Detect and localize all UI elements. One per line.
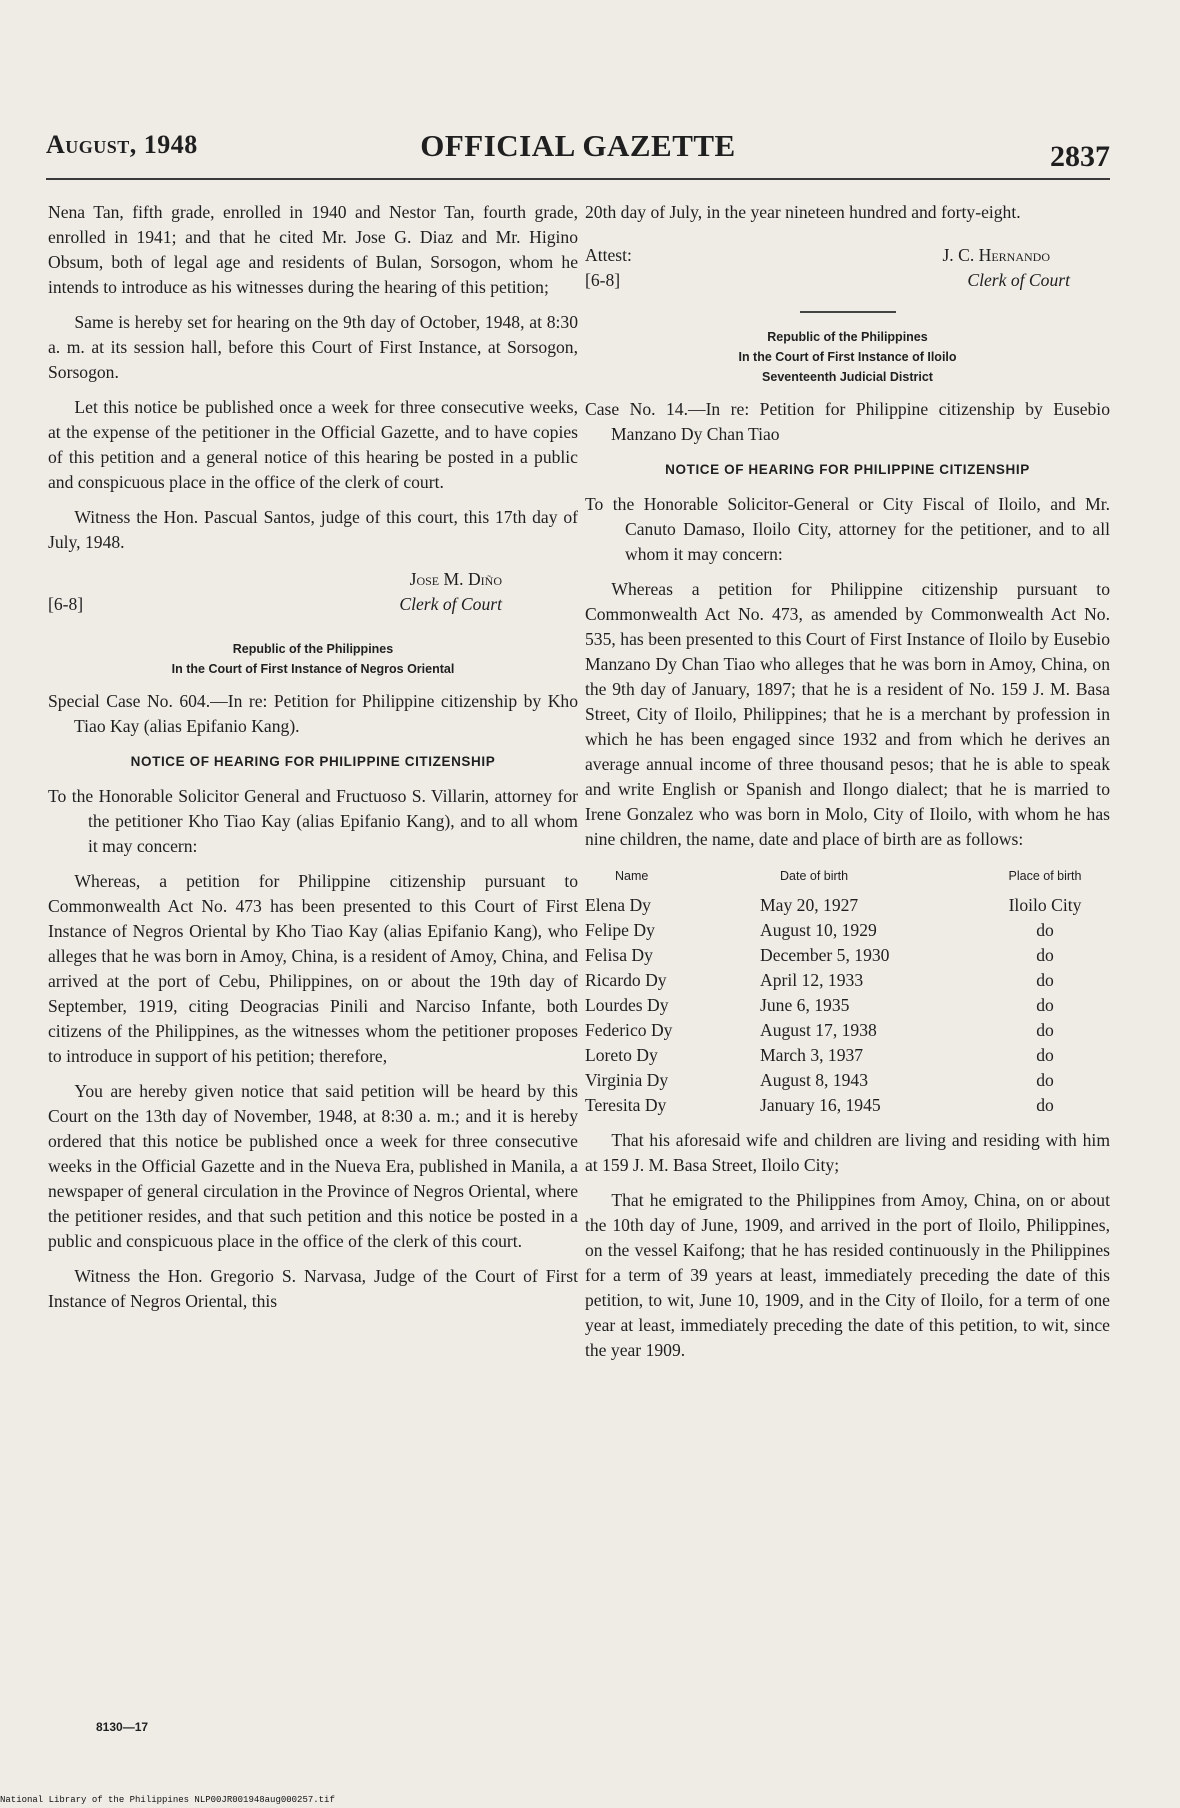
child-birth-place: do	[1036, 1070, 1054, 1090]
issue-month: August, 1948	[46, 130, 198, 159]
table-row	[585, 893, 1110, 918]
table-row	[585, 1068, 1110, 1093]
paragraph: 20th day of July, in the year nineteen hundred and forty-eight.	[585, 202, 1021, 222]
child-name: Ricardo Dy	[585, 970, 667, 990]
paragraph: Witness the Hon. Pascual Santos, judge of this court, this 17th day of July, 1948.	[48, 507, 578, 552]
signatory-title: Clerk of Court	[967, 270, 1070, 290]
child-name: Loreto Dy	[585, 1045, 658, 1065]
children-table	[585, 862, 1110, 1118]
table-row	[585, 1043, 1110, 1068]
court-line: Republic of the Philippines	[767, 330, 928, 344]
child-birth-date: January 16, 1945	[760, 1095, 881, 1115]
table-row	[585, 993, 1110, 1018]
child-birth-date: August 17, 1938	[760, 1020, 877, 1040]
publication-code: [6-8]	[48, 594, 84, 614]
paragraph: That his aforesaid wife and children are living and residing with him at 159 J. M. Basa Street, Iloilo City;	[585, 1130, 1110, 1175]
signatory-name: Jose M. Diño	[409, 569, 502, 589]
column-header: Place of birth	[1008, 869, 1082, 883]
child-birth-date: August 10, 1929	[760, 920, 877, 940]
child-birth-date: April 12, 1933	[760, 970, 864, 990]
paragraph: Whereas, a petition for Philippine citizenship pursuant to Commonwealth Act No. 473 has been presented to this Court of First Instance of Negros Oriental by Kho Tiao Kay (alias Epifanio Kang), who alleges that he was born in Amoy, China, is a resident of Amoy, China, and arrived at the port of Cebu, Philippines, on or about the 19th day of September, 1919, citing Deogracias Pinili and Narciso Infante, both citizens of the Philippines, as the witnesses whom the petitioner proposes to introduce in support of his petition; therefore,	[48, 871, 578, 1066]
scan-source-line: National Library of the Philippines NLP00JR001948aug000257.tif	[0, 1795, 335, 1805]
child-birth-date: June 6, 1935	[760, 995, 850, 1015]
court-line: In the Court of First Instance of Iloilo	[738, 350, 957, 364]
paragraph: You are hereby given notice that said petition will be heard by this Court on the 13th day of November, 1948, at 8:30 a. m.; and it is hereby ordered that this notice be published once a week for three consecutive weeks in the Official Gazette and in the Nueva Era, published in Manila, a newspaper of general circulation in the Province of Negros Oriental, where the petitioner resides, and that such petition and this notice be posted in a public and conspicuous place in the office of the clerk of this court.	[48, 1081, 578, 1251]
child-birth-place: do	[1036, 1095, 1054, 1115]
case-title: Special Case No. 604.—In re: Petition for Philippine citizenship by Kho Tiao Kay (alias Epifanio Kang).	[48, 691, 578, 736]
child-birth-date: August 8, 1943	[760, 1070, 869, 1090]
page-number: 2837	[1050, 140, 1110, 173]
attest-block	[585, 243, 1110, 297]
child-birth-date: May 20, 1927	[760, 895, 859, 915]
header-rule	[46, 178, 1110, 180]
court-line: In the Court of First Instance of Negros Oriental	[171, 662, 455, 676]
court-line: Seventeenth Judicial District	[762, 370, 933, 384]
child-name: Virginia Dy	[585, 1070, 669, 1090]
column-header: Name	[615, 869, 649, 883]
publication-code: [6-8]	[585, 270, 621, 290]
notice-heading: NOTICE OF HEARING FOR PHILIPPINE CITIZENSHIP	[130, 754, 496, 769]
child-name: Lourdes Dy	[585, 995, 669, 1015]
paragraph: Whereas a petition for Philippine citizenship pursuant to Commonwealth Act No. 473, as amended by Commonwealth Act No. 535, has been presented to this Court of First Instance of Iloilo by Eusebio Manzano Dy Chan Tiao who alleges that he was born in Amoy, China, on the 9th day of January, 1897; that he is a resident of No. 159 J. M. Basa Street, City of Iloilo, Philippines; that he is a merchant by profession in which he has been engaged since 1932 and from which he derives an average annual income of three thousand pesos; that he is able to speak and write English or Spanish and Ilongo dialect; that he is married to Irene Gonzalez who was born in Molo, City of Iloilo, with whom he has nine children, the name, date and place of birth are as follows:	[585, 579, 1110, 849]
child-name: Elena Dy	[585, 895, 651, 915]
print-code: 8130—17	[96, 1720, 149, 1734]
attest-label: Attest:	[585, 245, 632, 265]
paragraph: Witness the Hon. Gregorio S. Narvasa, Judge of the Court of First Instance of Negros Oriental, this	[48, 1266, 578, 1311]
court-line: Republic of the Philippines	[232, 642, 394, 656]
addressee: To the Honorable Solicitor General and Fructuoso S. Villarin, attorney for the petitioner Kho Tiao Kay (alias Epifanio Kang), and to all whom it may concern:	[48, 786, 578, 856]
child-name: Teresita Dy	[585, 1095, 667, 1115]
signatory-name: J. C. Hernando	[942, 245, 1050, 265]
child-name: Felisa Dy	[585, 945, 653, 965]
table-row	[585, 918, 1110, 943]
publication-title: OFFICIAL GAZETTE	[420, 128, 736, 163]
child-birth-date: March 3, 1937	[760, 1045, 864, 1065]
signature-block	[48, 567, 578, 617]
case-title: Case No. 14.—In re: Petition for Philippine citizenship by Eusebio Manzano Dy Chan Tiao	[585, 399, 1110, 444]
table-header-row	[585, 862, 1110, 893]
court-heading	[585, 327, 1110, 387]
column-header: Date of birth	[780, 869, 849, 883]
table-row	[585, 968, 1110, 993]
section-divider	[800, 311, 896, 313]
child-birth-place: do	[1036, 1020, 1054, 1040]
notice-heading: NOTICE OF HEARING FOR PHILIPPINE CITIZENSHIP	[665, 462, 1030, 477]
table-row	[585, 943, 1110, 968]
table-row	[585, 1093, 1110, 1118]
child-birth-place: do	[1036, 995, 1054, 1015]
child-birth-place: do	[1036, 1045, 1054, 1065]
child-birth-place: Iloilo City	[1008, 895, 1082, 915]
paragraph: Same is hereby set for hearing on the 9th day of October, 1948, at 8:30 a. m. at its session hall, before this Court of First Instance, at Sorsogon, Sorsogon.	[48, 312, 578, 382]
signatory-title: Clerk of Court	[399, 594, 502, 614]
table-row	[585, 1018, 1110, 1043]
child-birth-place: do	[1036, 945, 1054, 965]
left-column	[48, 200, 578, 1324]
court-heading	[48, 639, 578, 679]
paragraph: Let this notice be published once a week for three consecutive weeks, at the expense of the petitioner in the Official Gazette, and to have copies of this petition and a general notice of this hearing be posted in a public and conspicuous place in the office of the clerk of court.	[48, 397, 578, 492]
right-column	[585, 200, 1110, 1373]
page-header	[46, 118, 1110, 182]
child-birth-date: December 5, 1930	[760, 945, 890, 965]
child-birth-place: do	[1036, 920, 1054, 940]
child-name: Felipe Dy	[585, 920, 655, 940]
paragraph: Nena Tan, fifth grade, enrolled in 1940 and Nestor Tan, fourth grade, enrolled in 1941; and that he cited Mr. Jose G. Diaz and Mr. Higino Obsum, both of legal age and residents of Bulan, Sorsogon, whom he intends to introduce as his witnesses during the hearing of this petition;	[48, 202, 578, 297]
child-name: Federico Dy	[585, 1020, 673, 1040]
child-birth-place: do	[1036, 970, 1054, 990]
paragraph: That he emigrated to the Philippines from Amoy, China, on or about the 10th day of June, 1909, and arrived in the port of Iloilo, Philippines, on the vessel Kaifong; that he has resided continuously in the Philippines for a term of 39 years at least, immediately preceding the date of this petition, to wit, June 10, 1909, and in the City of Iloilo, for a term of one year at least, immediately preceding the date of this petition, to wit, since the year 1909.	[585, 1190, 1110, 1360]
addressee: To the Honorable Solicitor-General or City Fiscal of Iloilo, and Mr. Canuto Damaso, Iloilo City, attorney for the petitioner, and to all whom it may concern:	[585, 494, 1110, 564]
